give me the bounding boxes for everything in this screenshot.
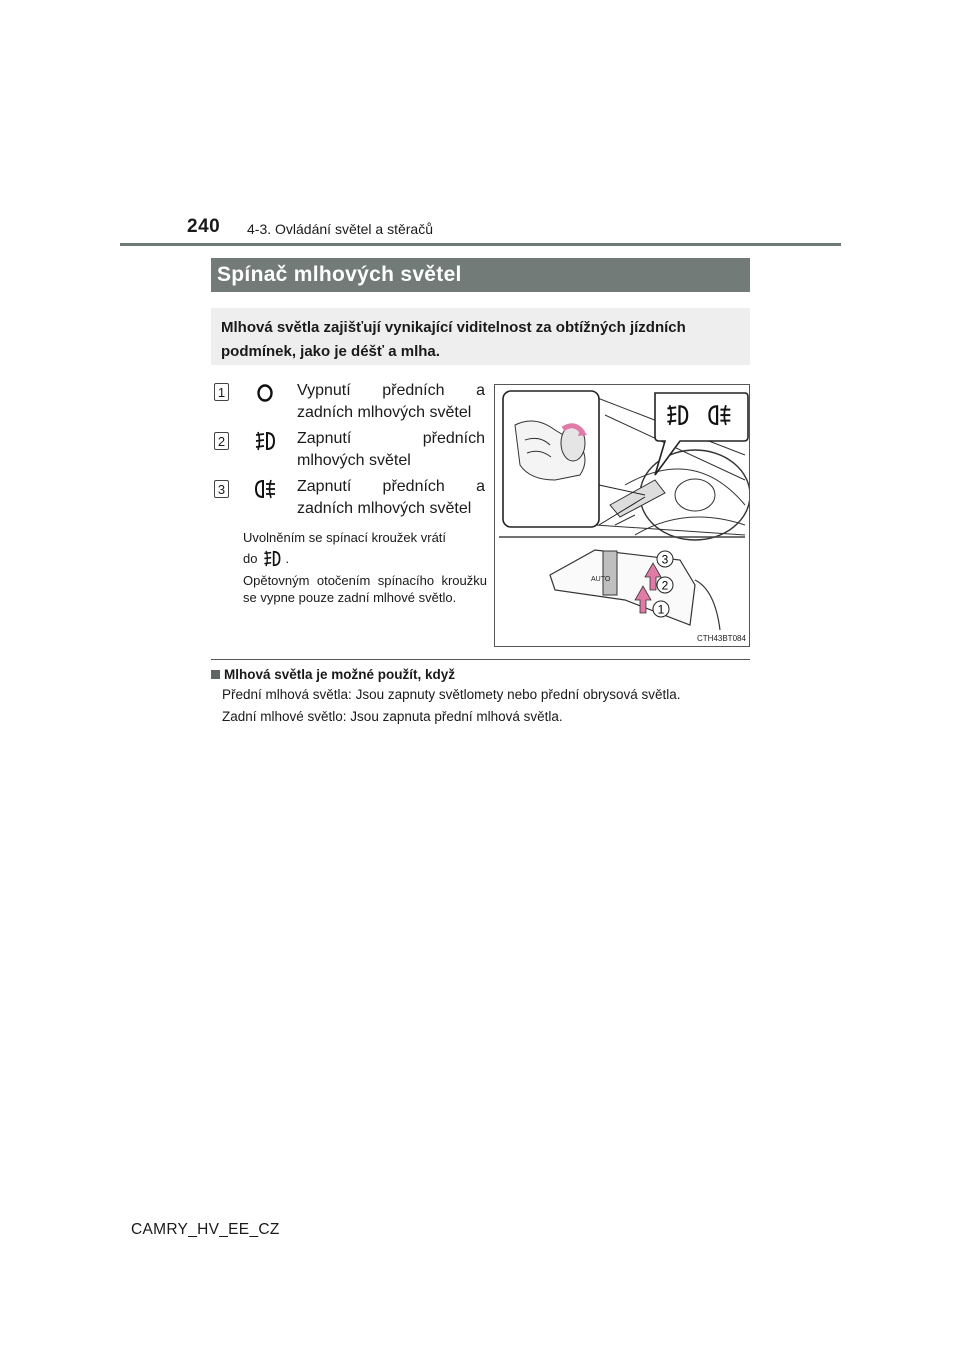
svg-text:3: 3 (661, 552, 669, 567)
info-heading (211, 667, 455, 682)
heading-marker-icon (211, 670, 220, 679)
svg-text:1: 1 (657, 602, 665, 617)
illustration-lever-detail (550, 550, 720, 630)
front-fog-light-icon (252, 430, 278, 452)
callout-3 (657, 551, 673, 567)
item-text-2: Zapnutí předních mlhových světel (297, 430, 485, 469)
section-title: Spínač mlhových světel (211, 258, 750, 292)
info-line-rear: Zadní mlhové světlo: Jsou zapnuta přední mlhová světla. (222, 709, 563, 724)
section-path: 4-3. Ovládání světel a stěračů (247, 221, 433, 237)
rear-fog-light-icon (252, 478, 278, 500)
footer-model-code: CAMRY_HV_EE_CZ (131, 1221, 280, 1238)
svg-text:2: 2 (661, 578, 669, 593)
item-text-1: Vypnutí předních a zadních mlhových světel (297, 382, 485, 421)
illustration-drawing (495, 385, 749, 646)
item-number-1: 1 (214, 383, 229, 401)
item-number-2: 2 (214, 432, 229, 450)
illustration-code: CTH43BT084 (697, 634, 746, 643)
switch-auto-label: AUTO (591, 576, 611, 583)
section-divider (211, 659, 750, 660)
header-rule (120, 243, 841, 246)
note-release-do: do (243, 551, 258, 566)
note-repeat: Opětovným otočením spínacího kroužku se vypne pouze zadní mlhové světlo. (243, 573, 487, 605)
info-heading-text: Mlhová světla je možné použít, když (224, 667, 456, 682)
note-release-line2 (243, 549, 289, 568)
item-number-3: 3 (214, 480, 229, 498)
front-fog-light-inline-icon (261, 549, 283, 568)
info-line-front: Přední mlhová světla: Jsou zapnuty světlomety nebo přední obrysová světla. (222, 687, 681, 702)
item-text-3: Zapnutí předních a zadních mlhových světel (297, 478, 485, 517)
note-release-line1: Uvolněním se spínací kroužek vrátí (243, 530, 447, 545)
callout-2 (657, 577, 673, 593)
page-number: 240 (187, 216, 221, 237)
intro-text: Mlhová světla zajišťují vynikající viditelnost za obtížných jízdních podmínek, jako je déšť a mlha. (211, 308, 750, 365)
fog-light-off-icon (252, 382, 278, 404)
note-release-suffix: . (285, 551, 290, 566)
callout-1 (653, 601, 669, 617)
illustration-fog-switch (494, 384, 750, 647)
